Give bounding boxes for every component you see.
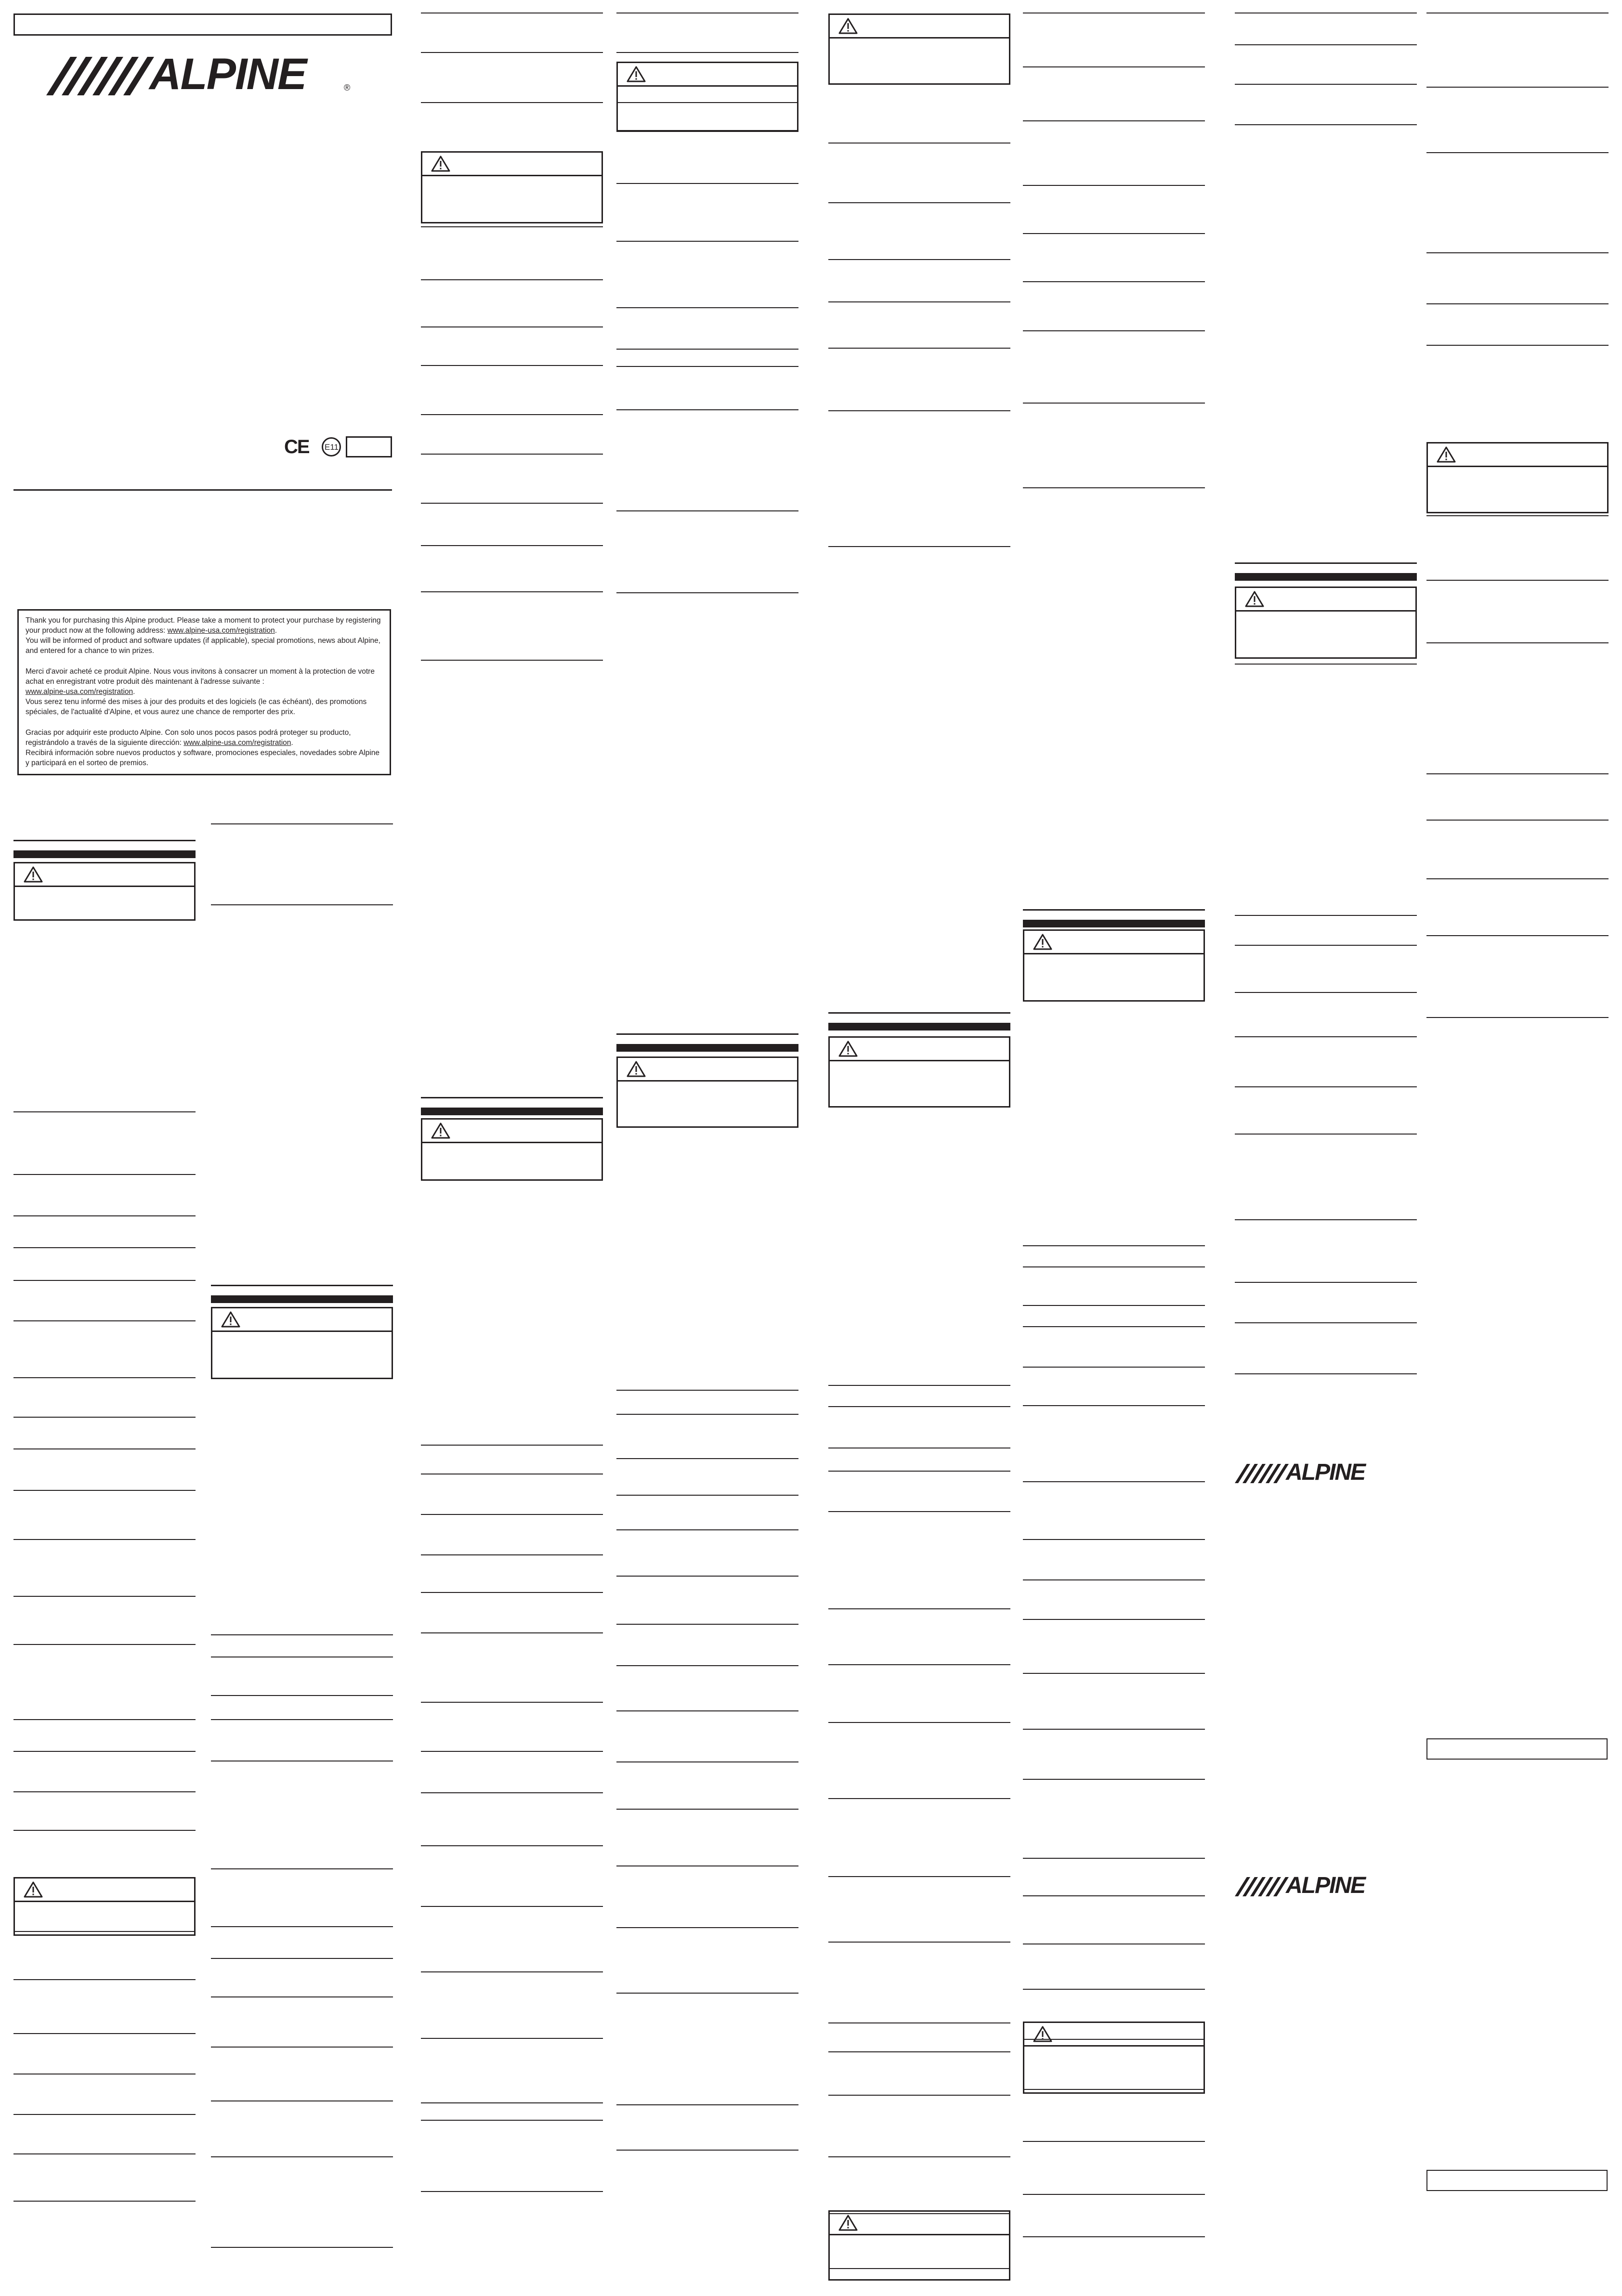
section-rule <box>1426 1017 1609 1018</box>
warning-triangle-icon <box>431 156 450 172</box>
section-rule <box>616 1414 798 1415</box>
section-rule <box>616 592 798 593</box>
section-rule <box>1235 945 1417 946</box>
warning-box-header <box>830 2212 1009 2235</box>
section-rule <box>616 349 798 350</box>
label-box-col8-1 <box>1426 1738 1608 1760</box>
section-rule <box>421 2102 603 2103</box>
section-rule <box>1235 1373 1417 1374</box>
section-rule <box>828 2156 1010 2157</box>
section-rule <box>1426 935 1609 936</box>
section-rule <box>1023 487 1205 488</box>
section-rule <box>421 2191 603 2192</box>
section-rule <box>616 1458 798 1459</box>
section-rule <box>828 1608 1010 1609</box>
section-rule <box>13 1644 196 1645</box>
warning-triangle-icon <box>838 2215 858 2231</box>
section-rule <box>828 410 1010 411</box>
e-mark-badge <box>322 437 341 457</box>
section-rule <box>828 1406 1010 1407</box>
section-rule <box>828 143 1010 144</box>
warning-triangle-icon <box>627 1061 646 1077</box>
section-rule <box>616 183 798 184</box>
warning-box-header <box>1024 2023 1203 2047</box>
section-rule <box>13 1830 196 1831</box>
section-rule <box>421 1845 603 1846</box>
section-rule <box>828 1664 1010 1665</box>
section-rule <box>1235 1219 1417 1220</box>
warning-triangle-icon <box>24 866 43 883</box>
section-rule <box>1235 84 1417 85</box>
section-rule <box>1235 124 1417 125</box>
section-rule <box>13 1596 196 1597</box>
section-rule <box>13 1791 196 1792</box>
section-rule <box>421 503 603 504</box>
section-rule <box>1023 1326 1205 1327</box>
e-mark-text: E11 <box>325 443 339 452</box>
registration-notice-english: Thank you for purchasing this Alpine product. Please take a moment to protect your purchase by registering your product now at the following address: www.alpine-usa.com/registration. You will be informed of product and software updates (if applicable), special promotions, news about Alpine, and entered for a chance to win prizes. <box>26 616 381 655</box>
heading-band <box>211 1295 393 1303</box>
section-rule <box>211 1719 393 1720</box>
section-rule <box>421 226 603 227</box>
section-rule <box>1235 915 1417 916</box>
section-rule <box>1023 1895 1205 1896</box>
heading-band-rule <box>1235 562 1417 564</box>
warning-box-header <box>15 863 194 887</box>
section-rule <box>13 2033 196 2034</box>
section-rule <box>211 1996 393 1997</box>
warning-box <box>211 1307 393 1379</box>
alpine-small-logo-2-text: ALPINE <box>1286 1873 1365 1898</box>
section-rule <box>13 1751 196 1752</box>
section-rule <box>421 1554 603 1555</box>
section-rule <box>1426 345 1609 346</box>
section-rule <box>1426 642 1609 643</box>
section-rule <box>1023 2194 1205 2195</box>
section-rule <box>616 1529 798 1530</box>
warning-box-header <box>1236 588 1415 612</box>
section-rule <box>616 2150 798 2151</box>
section-rule <box>421 326 603 327</box>
warning-box <box>13 862 196 921</box>
section-rule <box>616 366 798 367</box>
section-rule <box>828 546 1010 547</box>
section-rule <box>616 1927 798 1928</box>
section-rule <box>1023 1779 1205 1780</box>
warning-triangle-icon <box>838 18 858 34</box>
warning-box <box>1023 2022 1205 2094</box>
warning-box <box>1023 929 1205 1002</box>
section-rule <box>1023 1481 1205 1482</box>
section-rule <box>1235 664 1417 665</box>
warning-box-header <box>422 1120 602 1143</box>
section-rule <box>1426 303 1609 304</box>
section-rule <box>13 1377 196 1378</box>
section-rule <box>1023 1245 1205 1246</box>
heading-band-rule <box>421 1097 603 1098</box>
section-rule <box>616 1624 798 1625</box>
section-rule <box>616 1809 798 1810</box>
section-rule <box>211 904 393 905</box>
section-rule <box>1235 44 1417 45</box>
section-rule <box>421 1906 603 1907</box>
section-rule <box>211 2100 393 2101</box>
section-rule <box>828 1942 1010 1943</box>
section-rule <box>1235 1282 1417 1283</box>
warning-box <box>828 1036 1010 1108</box>
warning-box-header <box>830 15 1009 39</box>
model-number-box <box>13 13 392 36</box>
section-divider <box>13 489 392 491</box>
warning-triangle-icon <box>1033 934 1052 950</box>
section-rule <box>616 241 798 242</box>
section-rule <box>211 1634 393 1635</box>
section-rule <box>1426 878 1609 879</box>
alpine-small-logo-2 <box>1235 1875 1384 1899</box>
registration-url-en[interactable]: www.alpine-usa.com/registration <box>167 626 275 635</box>
section-rule <box>1023 233 1205 234</box>
section-rule <box>828 2095 1010 2096</box>
section-rule <box>1023 2141 1205 2142</box>
section-rule <box>13 1174 196 1175</box>
section-rule <box>421 1514 603 1515</box>
alpine-small-logo-1-text: ALPINE <box>1286 1460 1365 1485</box>
section-rule <box>211 823 393 824</box>
warning-box-header <box>212 1308 392 1332</box>
section-rule <box>421 1445 603 1446</box>
warning-box <box>616 1057 798 1128</box>
section-rule <box>13 1539 196 1540</box>
section-rule <box>1426 515 1609 516</box>
section-rule <box>13 1417 196 1418</box>
alpine-logo <box>46 50 354 99</box>
warning-box <box>1426 442 1609 513</box>
ce-mark: CE <box>284 436 309 457</box>
section-rule <box>828 1385 1010 1386</box>
section-rule <box>211 2047 393 2048</box>
section-rule <box>1023 1367 1205 1368</box>
section-rule <box>828 1722 1010 1723</box>
heading-band-rule <box>211 1285 393 1286</box>
section-rule <box>13 2201 196 2202</box>
section-rule <box>13 1247 196 1248</box>
section-rule <box>421 2038 603 2039</box>
warning-box-header <box>1024 931 1203 954</box>
heading-band <box>1023 920 1205 927</box>
section-rule <box>1023 120 1205 121</box>
warning-box <box>828 2210 1010 2281</box>
section-rule <box>1023 281 1205 282</box>
section-rule <box>421 414 603 415</box>
registration-url-es[interactable]: www.alpine-usa.com/registration <box>183 739 291 747</box>
section-rule <box>616 1993 798 1994</box>
registration-notice-french: Merci d'avoir acheté ce produit Alpine. Nous vous invitons à consacrer un moment à la protection de votre achat en enregistrant votre produit dès maintenant à l'adresse suivante : www.alpine-usa.com/registration. Vous serez tenu informé des mises à jour des produits et des logiciels (le cas échéant), des promotions spéciales, de l'actualité d'Alpine, et vous aurez une chance de remporter des prix. <box>26 667 375 716</box>
section-rule <box>828 1511 1010 1512</box>
warning-box-header <box>1428 444 1607 467</box>
warning-box-header <box>422 153 602 176</box>
section-rule <box>13 1490 196 1491</box>
alpine-logo-text: ALPINE <box>149 50 306 99</box>
warning-box <box>828 13 1010 85</box>
section-rule <box>1023 1858 1205 1859</box>
heading-band <box>1235 573 1417 581</box>
section-rule <box>421 454 603 455</box>
section-rule <box>421 365 603 366</box>
heading-band <box>13 850 196 858</box>
section-rule <box>616 1665 798 1666</box>
section-rule <box>13 1979 196 1980</box>
section-rule <box>1235 1134 1417 1135</box>
section-rule <box>616 2104 798 2105</box>
section-rule <box>1023 1266 1205 1267</box>
heading-band <box>421 1108 603 1115</box>
section-rule <box>1235 992 1417 993</box>
warning-triangle-icon <box>1033 2026 1052 2042</box>
section-rule <box>211 1695 393 1696</box>
section-rule <box>828 348 1010 349</box>
section-rule <box>1023 1405 1205 1406</box>
warning-box-header <box>830 1038 1009 1061</box>
label-box-col8-2 <box>1426 2170 1608 2191</box>
heading-band-rule <box>616 1033 798 1035</box>
section-rule <box>13 2153 196 2154</box>
section-rule <box>828 301 1010 302</box>
section-rule <box>1023 1579 1205 1580</box>
warning-triangle-icon <box>838 1041 858 1057</box>
heading-band-rule <box>1023 909 1205 911</box>
section-rule <box>828 1876 1010 1877</box>
heading-band-rule <box>828 1012 1010 1014</box>
section-rule <box>616 1761 798 1762</box>
warning-box <box>1235 587 1417 659</box>
section-rule <box>828 259 1010 260</box>
section-rule <box>421 1592 603 1593</box>
section-rule <box>211 1868 393 1869</box>
warning-box <box>13 1877 196 1936</box>
section-rule <box>211 1926 393 1927</box>
section-rule <box>13 1111 196 1112</box>
section-rule <box>1023 330 1205 331</box>
heading-band <box>828 1023 1010 1031</box>
section-rule <box>211 2156 393 2157</box>
warning-box <box>616 62 798 132</box>
section-rule <box>421 102 603 103</box>
section-rule <box>421 1702 603 1703</box>
section-rule <box>616 1390 798 1391</box>
section-rule <box>1023 66 1205 67</box>
registration-notice <box>17 609 391 775</box>
warning-box-header <box>15 1879 194 1902</box>
section-rule <box>13 2114 196 2115</box>
registration-url-fr[interactable]: www.alpine-usa.com/registration <box>26 688 133 696</box>
warning-triangle-icon <box>1245 591 1264 607</box>
alpine-small-logo-1 <box>1235 1462 1384 1486</box>
section-rule <box>1023 1539 1205 1540</box>
section-rule <box>616 1495 798 1496</box>
warning-box-header <box>618 63 797 87</box>
section-rule <box>211 2247 393 2248</box>
section-rule <box>1023 403 1205 404</box>
section-rule <box>616 1710 798 1711</box>
section-rule <box>13 1280 196 1281</box>
section-rule <box>421 660 603 661</box>
section-rule <box>1235 1322 1417 1323</box>
label-box <box>346 436 392 457</box>
section-rule <box>13 1320 196 1321</box>
section-rule <box>1023 2236 1205 2237</box>
section-rule <box>421 1792 603 1793</box>
section-rule <box>421 1751 603 1752</box>
section-rule <box>1023 1989 1205 1990</box>
section-rule <box>828 1798 1010 1799</box>
section-rule <box>421 1971 603 1972</box>
section-rule <box>421 1632 603 1633</box>
section-rule <box>1426 820 1609 821</box>
section-rule <box>616 510 798 511</box>
section-rule <box>616 409 798 410</box>
section-rule <box>1426 252 1609 253</box>
warning-triangle-icon <box>1437 446 1456 463</box>
registration-notice-spanish: Gracias por adquirir este producto Alpine. Con solo unos pocos pasos podrá proteger su producto, registrándolo a través de la siguiente dirección: www.alpine-usa.com/registration. Recibirá información sobre nuevos productos y software, promociones especiales, novedades sobre Alpine y participará en el sorteo de premios. <box>26 729 379 767</box>
section-rule <box>616 1576 798 1577</box>
section-rule <box>1023 1729 1205 1730</box>
section-rule <box>616 52 798 53</box>
section-rule <box>1235 1036 1417 1037</box>
section-rule <box>421 2120 603 2121</box>
section-rule <box>421 591 603 592</box>
heading-band-rule <box>13 840 196 841</box>
section-rule <box>828 2022 1010 2023</box>
warning-triangle-icon <box>627 66 646 82</box>
warning-box <box>421 151 603 223</box>
section-rule <box>1023 1673 1205 1674</box>
section-rule <box>1426 87 1609 88</box>
warning-triangle-icon <box>24 1881 43 1898</box>
section-rule <box>211 1958 393 1959</box>
section-rule <box>1023 1305 1205 1306</box>
section-rule <box>828 1471 1010 1472</box>
heading-band <box>616 1044 798 1052</box>
section-rule <box>421 279 603 280</box>
section-rule <box>616 307 798 308</box>
warning-box <box>421 1118 603 1181</box>
section-rule <box>1023 1619 1205 1620</box>
section-rule <box>828 202 1010 203</box>
warning-triangle-icon <box>431 1122 450 1139</box>
section-rule <box>828 2051 1010 2052</box>
registered-mark: ® <box>344 83 351 92</box>
section-rule <box>1023 185 1205 186</box>
warning-box-header <box>618 1058 797 1082</box>
section-rule <box>421 52 603 53</box>
section-rule <box>1426 152 1609 153</box>
section-rule <box>13 1215 196 1216</box>
section-rule <box>13 1719 196 1720</box>
section-rule <box>421 545 603 546</box>
section-rule <box>13 1448 196 1449</box>
section-rule <box>1235 1086 1417 1087</box>
section-rule <box>1426 773 1609 774</box>
section-rule <box>1426 580 1609 581</box>
warning-triangle-icon <box>221 1311 240 1328</box>
